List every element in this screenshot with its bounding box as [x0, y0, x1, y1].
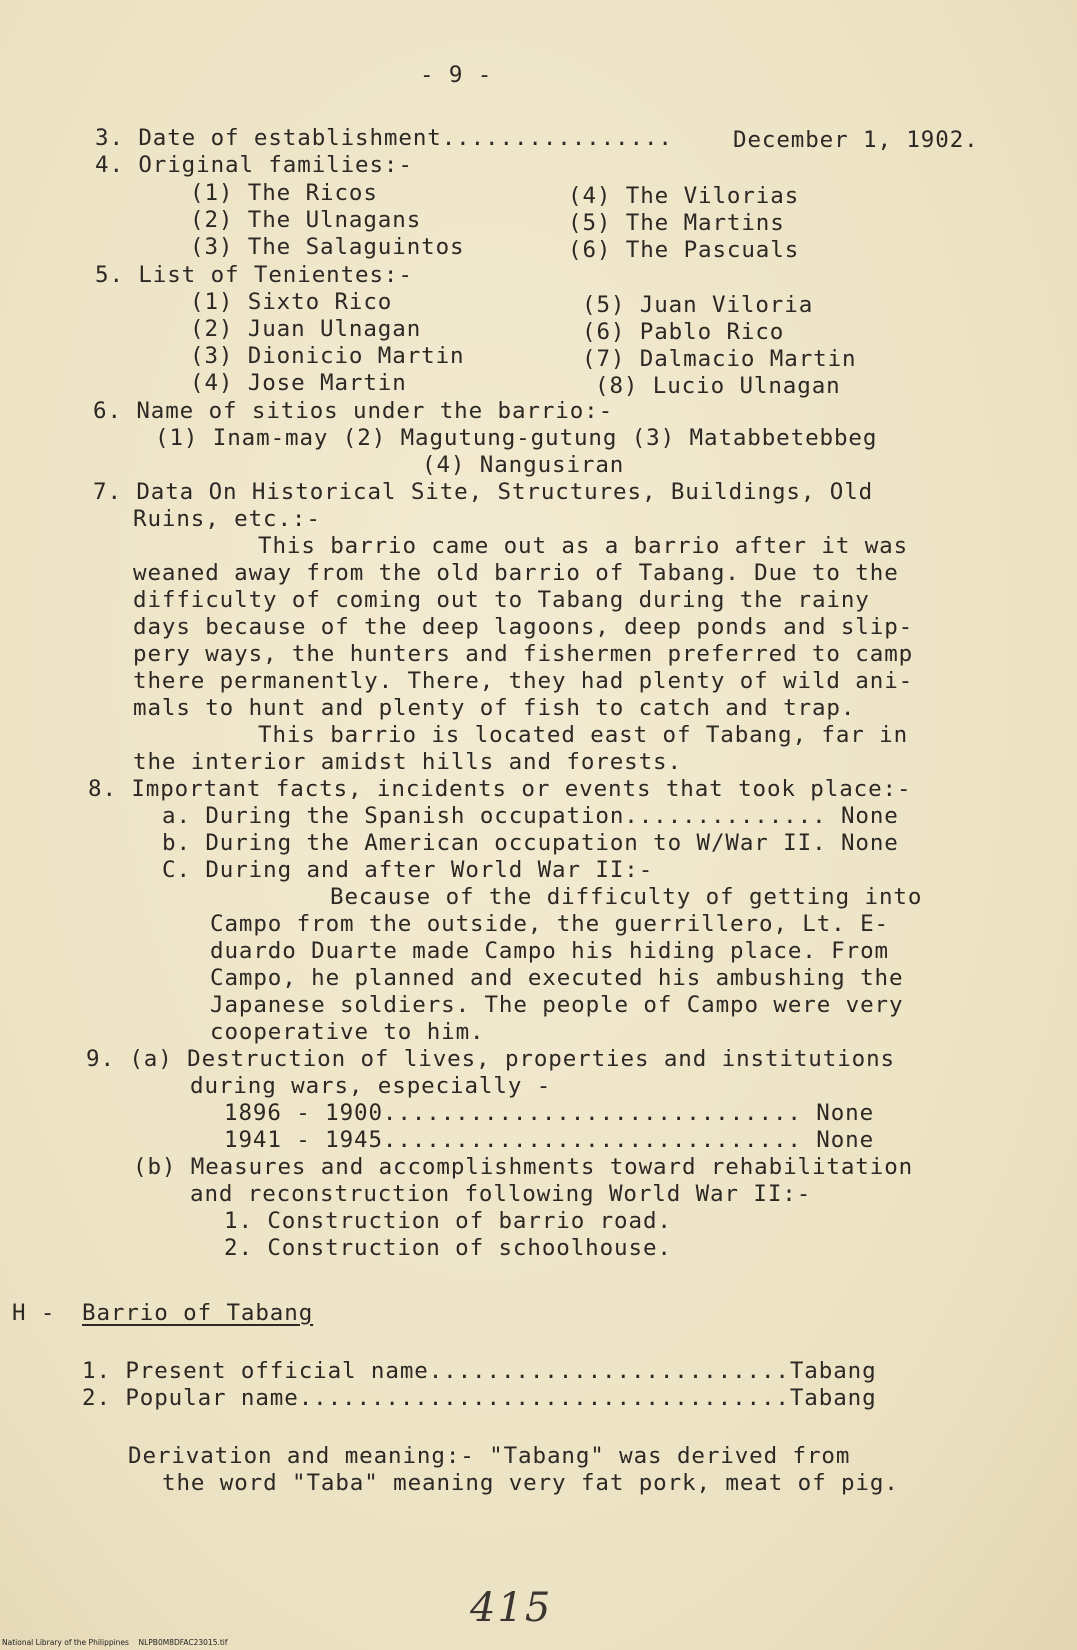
family-6: (6) The Pascuals	[568, 237, 800, 263]
item7-para1-line: pery ways, the hunters and fishermen preferred to camp	[133, 641, 914, 667]
item8-label: 8. Important facts, incidents or events that took place:-	[88, 776, 912, 802]
teniente-2: (2) Juan Ulnagan	[190, 316, 422, 342]
family-1: (1) The Ricos	[190, 180, 378, 206]
item7-para1-line: weaned away from the old barrio of Tabang. Due to the	[133, 560, 899, 586]
item7-para1-line: This barrio came out as a barrio after it was	[258, 533, 909, 559]
item7-para2-line: the interior amidst hills and forests.	[133, 749, 682, 775]
section-h-item-1: 1. Present official name.........................Tabang	[82, 1358, 877, 1384]
item8-b: b. During the American occupation to W/War II. None	[162, 830, 899, 856]
item7-label-2: Ruins, etc.:-	[133, 506, 321, 532]
teniente-7: (7) Dalmacio Martin	[582, 346, 857, 372]
item9-b-item-2: 2. Construction of schoolhouse.	[224, 1235, 672, 1261]
item9-b-item-1: 1. Construction of barrio road.	[224, 1208, 672, 1234]
item8-para-line: cooperative to him.	[210, 1019, 485, 1045]
teniente-3: (3) Dionicio Martin	[190, 343, 465, 369]
family-4: (4) The Vilorias	[568, 183, 800, 209]
item9-b-line-2: and reconstruction following World War II:-	[190, 1181, 812, 1207]
item8-para-line: duardo Duarte made Campo his hiding place. From	[210, 938, 889, 964]
sitios-line-1: (1) Inam-may (2) Magutung-gutung (3) Matabbetebbeg	[155, 425, 878, 451]
item3-value: December 1, 1902.	[733, 127, 979, 153]
teniente-8: (8) Lucio Ulnagan	[595, 373, 841, 399]
item9-b-line-1: (b) Measures and accomplishments toward rehabilitation	[133, 1154, 914, 1180]
sitios-line-2: (4) Nangusiran	[422, 452, 625, 478]
section-h-item-2: 2. Popular name..................................Tabang	[82, 1385, 877, 1411]
item9-range-1: 1896 - 1900............................. None	[224, 1100, 875, 1126]
item4-label: 4. Original families:-	[95, 152, 413, 178]
derivation-line-1: Derivation and meaning:- "Tabang" was derived from	[128, 1443, 851, 1469]
item8-c: C. During and after World War II:-	[162, 857, 654, 883]
archive-footer: National Library of the Philippines NLPB0M8DFAC23015.tif	[2, 1638, 228, 1647]
section-h-letter: H -	[12, 1300, 70, 1326]
item8-para-line: Because of the difficulty of getting into	[330, 884, 923, 910]
item7-para1-line: difficulty of coming out to Tabang during the rainy	[133, 587, 870, 613]
item7-para1-line: mals to hunt and plenty of fish to catch and trap.	[133, 695, 856, 721]
item6-label: 6. Name of sitios under the barrio:-	[93, 398, 614, 424]
handwritten-page-number: 415	[470, 1585, 553, 1631]
family-3: (3) The Salaguintos	[190, 234, 465, 260]
item7-label-1: 7. Data On Historical Site, Structures, Buildings, Old	[93, 479, 874, 505]
item3-label: 3. Date of establishment................	[95, 125, 673, 151]
item7-para1-line: there permanently. There, they had plenty of wild ani-	[133, 668, 914, 694]
item8-a: a. During the Spanish occupation.............. None	[162, 803, 899, 829]
family-5: (5) The Martins	[568, 210, 785, 236]
item7-para2-line: This barrio is located east of Tabang, far in	[258, 722, 909, 748]
teniente-4: (4) Jose Martin	[190, 370, 407, 396]
teniente-1: (1) Sixto Rico	[190, 289, 393, 315]
item7-para1-line: days because of the deep lagoons, deep ponds and slip-	[133, 614, 914, 640]
item5-label: 5. List of Tenientes:-	[95, 262, 413, 288]
item9-a-line-2: during wars, especially -	[190, 1073, 552, 1099]
page-number: - 9 -	[420, 62, 493, 88]
item9-a-line-1: 9. (a) Destruction of lives, properties and institutions	[86, 1046, 895, 1072]
item8-para-line: Japanese soldiers. The people of Campo were very	[210, 992, 904, 1018]
teniente-5: (5) Juan Viloria	[582, 292, 814, 318]
section-h-title: Barrio of Tabang	[82, 1300, 314, 1326]
item8-para-line: Campo from the outside, the guerrillero, Lt. E-	[210, 911, 889, 937]
family-2: (2) The Ulnagans	[190, 207, 422, 233]
item9-range-2: 1941 - 1945............................. None	[224, 1127, 875, 1153]
item8-para-line: Campo, he planned and executed his ambushing the	[210, 965, 904, 991]
teniente-6: (6) Pablo Rico	[582, 319, 785, 345]
derivation-line-2: the word "Taba" meaning very fat pork, meat of pig.	[162, 1470, 899, 1496]
